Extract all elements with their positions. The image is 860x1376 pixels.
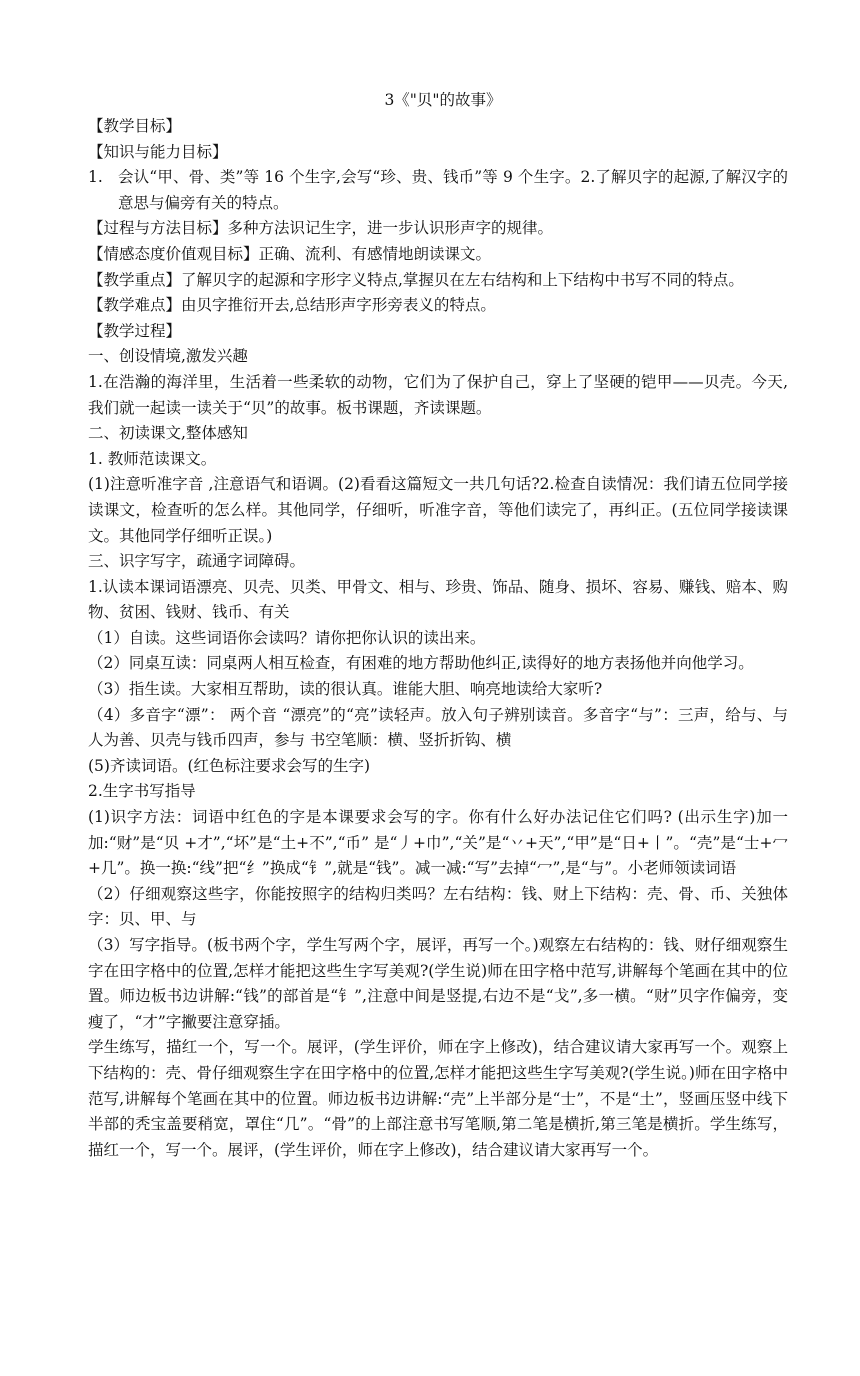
reading-step-4: （4）多音字“漂”： 两个音 “漂亮”的“亮”读轻声。放入句子辨别读音。多音字“与”：三声，给与、与人为善、贝壳与钱币四声，参与 书空笔顺：横、竖折折钩、横	[88, 705, 788, 750]
practice-paragraph: 学生练写，描红一个，写一个。展评，(学生评价，师在字上修改)，结合建议请大家再写一个。观察上下结构的：壳、骨仔细观察生字在田字格中的位置,怎样才能把这些生字写美观?(学生说。)师在田字格中范写,讲解每个笔画在其中的位置。师边板书边讲解:“壳”上半部分是“士”，不是“土”，竖画压竖中线下半部的秃宝盖要稍宽，罩住“几”。“骨”的上部注意书写笔顺,第二笔是横折,第三笔是横折。学生练写，描红一个，写一个。展评，(学生评价，师在字上修改)，结合建议请大家再写一个。	[88, 1038, 788, 1159]
document-title: 3《"贝"的故事》	[384, 91, 502, 109]
reading-step-5: (5)齐读词语。(红色标注要求会写的生字)	[88, 756, 371, 775]
writing-guidance-2: （2）仔细观察这些字，你能按照字的结构归类吗？左右结构：钱、财上下结构：壳、骨、币、关独体字：贝、甲、与	[88, 884, 788, 929]
teaching-key-point: 【教学重点】了解贝字的起源和字形字义特点,掌握贝在左右结构和上下结构中书写不同的特点。	[88, 270, 744, 289]
writing-guidance-heading: 2.生字书写指导	[88, 782, 196, 801]
section-heading-teaching-process: 【教学过程】	[88, 321, 182, 340]
goal-item-text: 会认“甲、骨、类”等 16 个生字,会写“珍、贵、钱币”等 9 个生字。2.了解贝字的起源,了解汉字的意思与偏旁有关的特点。	[118, 168, 788, 212]
section-heading-teaching-goals: 【教学目标】	[88, 117, 182, 135]
step-heading-3: 三、识字写字，疏通字词障碍。	[88, 552, 306, 571]
vocabulary-list: 1.认读本课词语漂亮、贝壳、贝类、甲骨文、相与、珍贵、饰品、随身、损坏、容易、赚钱、赔本、购物、贫困、钱财、钱币、有关	[88, 577, 788, 622]
step-2-item-1: 1. 教师范读课文。	[88, 449, 217, 468]
step-2-paragraph: (1)注意听准字音 ,注意语气和语调。(2)看看这篇短文一共几句话?2.检查自读情况：我们请五位同学接读课文，检查听的怎么样。其他同学，仔细听，听准字音，等他们读完了，再纠正。(五位同学接读课文。其他同学仔细听正误。)	[88, 475, 788, 545]
numbered-goal-item	[88, 165, 788, 216]
reading-step-3: （3）指生读。大家相互帮助，读的很认真。谁能大胆、响亮地读给大家听?	[88, 680, 603, 699]
reading-step-1: （1）自读。这些词语你会读吗？请你把你认识的读出来。	[88, 628, 486, 647]
section-heading-knowledge-goals: 【知识与能力目标】	[88, 142, 228, 161]
step-heading-1: 一、创设情境,激发兴趣	[88, 347, 248, 366]
writing-guidance-3: （3）写字指导。(板书两个字，学生写两个字，展评，再写一个。)观察左右结构的：钱、财仔细观察生字在田字格中的位置,怎样才能把这些生字写美观?(学生说)师在田字格中范写,讲解每个笔画在其中的位置。师边板书边讲解:“钱”的部首是“钅”,注意中间是竖提,右边不是“戈”,多一横。“财”贝字作偏旁，变瘦了，“才”字撇要注意穿插。	[88, 936, 788, 1031]
process-method-goal: 【过程与方法目标】多种方法识记生字，进一步认识形声字的规律。	[88, 219, 554, 238]
teaching-difficulty: 【教学难点】由贝字推衍开去,总结形声字形旁表义的特点。	[88, 296, 496, 315]
step-1-paragraph: 1.在浩瀚的海洋里，生活着一些柔软的动物，它们为了保护自己，穿上了坚硬的铠甲——贝壳。今天,我们就一起读一读关于“贝”的故事。板书课题，齐读课题。	[88, 372, 788, 417]
writing-guidance-1: (1)识字方法：词语中红色的字是本课要求会写的字。你有什么好办法记住它们吗? (出示生字)加一加:“财”是“贝 +才”,“坏”是“土+不”,“币” 是“丿+巾”,“关”是“丷+天”,“甲”是“日+丨”。“壳”是“士+冖+几”。换一换:“线”把“纟”换成“钅”,就是“钱”。减一减:“写”去掉“冖”,是“与”。小老师领读词语	[88, 808, 788, 878]
goal-item-number: 1.	[88, 168, 103, 187]
emotion-value-goal: 【情感态度价值观目标】正确、流利、有感情地朗读课文。	[88, 244, 492, 263]
reading-step-2: （2）同桌互读：同桌两人相互检查，有困难的地方帮助他纠正,读得好的地方表扬他并向他学习。	[88, 654, 754, 673]
step-heading-2: 二、初读课文,整体感知	[88, 424, 248, 443]
